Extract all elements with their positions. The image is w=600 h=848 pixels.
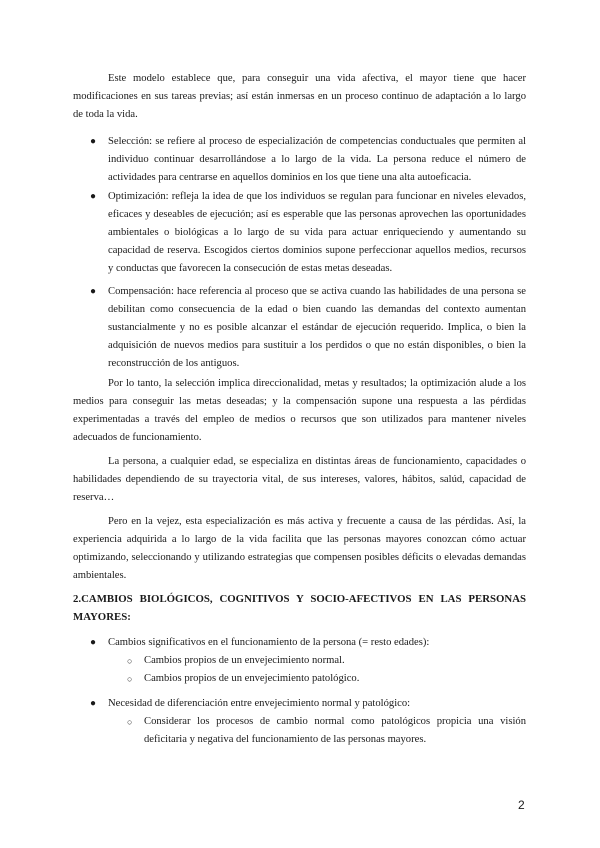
la-persona-paragraph: La persona, a cualquier edad, se especializa en distintas áreas de funcionamiento, capacidades o habilidades dependiendo de su trayectoria vital, de sus intereses, valores, hábitos, salúd, capacidad de reserva… [73, 456, 526, 503]
bullet-marker: ● [90, 191, 97, 202]
pero-en-la-vejez-paragraph: Pero en la vejez, esta especialización es más activa y frecuente a causa de las pérdidas. Así, la experiencia adquirida a lo largo de la vida facilita que las personas mayores conozcan cómo actuar optimizando, seleccionando y utilizando estrategias que compensen posibles déficits o elevadas demandas ambientales. [73, 516, 526, 581]
bullet-marker: ● [90, 136, 97, 147]
seleccion-paragraph: Selección: se refiere al proceso de especialización de competencias conductuales que permiten al individuo continuar desarrollándose a lo largo de la vida. La persona reduce el número de actividades para centrarse en aquellos dominios en los que tiene una alta autoeficacia. [108, 136, 526, 183]
subbullet-patologico: Cambios propios de un envejecimiento patológico. [144, 673, 360, 684]
compensacion-paragraph: Compensación: hace referencia al proceso que se activa cuando las habilidades de una persona se debilitan como consecuencia de la edad o bien cuando las demandas del contexto aumentan sustancialmente y no es posible alcanzar el estándar de ejecución requerido. Implica, o bien la adquisición de nuevos medios para sustituir a los perdidos o que no están disponibles, o bien la reconstrucción de los antiguos. [108, 286, 526, 369]
bullet-marker: ● [90, 637, 97, 648]
subbullet-marker: ○ [127, 674, 133, 684]
subbullet-marker: ○ [127, 717, 133, 727]
bullet-marker: ● [90, 286, 97, 297]
section-heading: 2.CAMBIOS BIOLÓGICOS, COGNITIVOS Y SOCIO-AFECTIVOS EN LAS PERSONAS MAYORES: [73, 593, 526, 623]
por-lo-tanto-paragraph: Por lo tanto, la selección implica direccionalidad, metas y resultados; la optimización alude a los medios para conseguir las metas deseadas; y la compensación supone una respuesta a las pérdidas experimentadas a través del empleo de medios o recursos que son utilizados para mantener niveles adecuados de funcionamiento. [73, 378, 526, 443]
bullet-necesidad-diferenciacion: Necesidad de diferenciación entre envejecimiento normal y patológico: [108, 698, 411, 709]
page-number: 2 [518, 798, 525, 812]
subbullet-considerar: Considerar los procesos de cambio normal como patológicos propicia una visión deficitaria y negativa del funcionamiento de las personas mayores. [144, 716, 526, 745]
bullet-marker: ● [90, 698, 97, 709]
subbullet-marker: ○ [127, 656, 133, 666]
bullet-cambios-significativos: Cambios significativos en el funcionamiento de la persona (= resto edades): [108, 637, 430, 648]
intro-paragraph: Este modelo establece que, para conseguir una vida afectiva, el mayor tiene que hacer modificaciones en sus tareas previas; así están inmersas en un proceso continuo de adaptación a lo largo de toda la vida. [73, 73, 526, 120]
subbullet-normal: Cambios propios de un envejecimiento normal. [144, 655, 345, 666]
optimizacion-paragraph: Optimización: refleja la idea de que los individuos se regulan para funcionar en niveles elevados, eficaces y deseables de ejecución; así es esperable que las personas aprovechen las oportunidades ambientales o biológicas a lo largo de su vida para actuar enriqueciendo y aumentando su capacidad de reserva. Escogidos ciertos dominios supone perfeccionar aquellos medios, recursos y conductas que favorecen la consecución de estas metas deseadas. [108, 191, 526, 274]
